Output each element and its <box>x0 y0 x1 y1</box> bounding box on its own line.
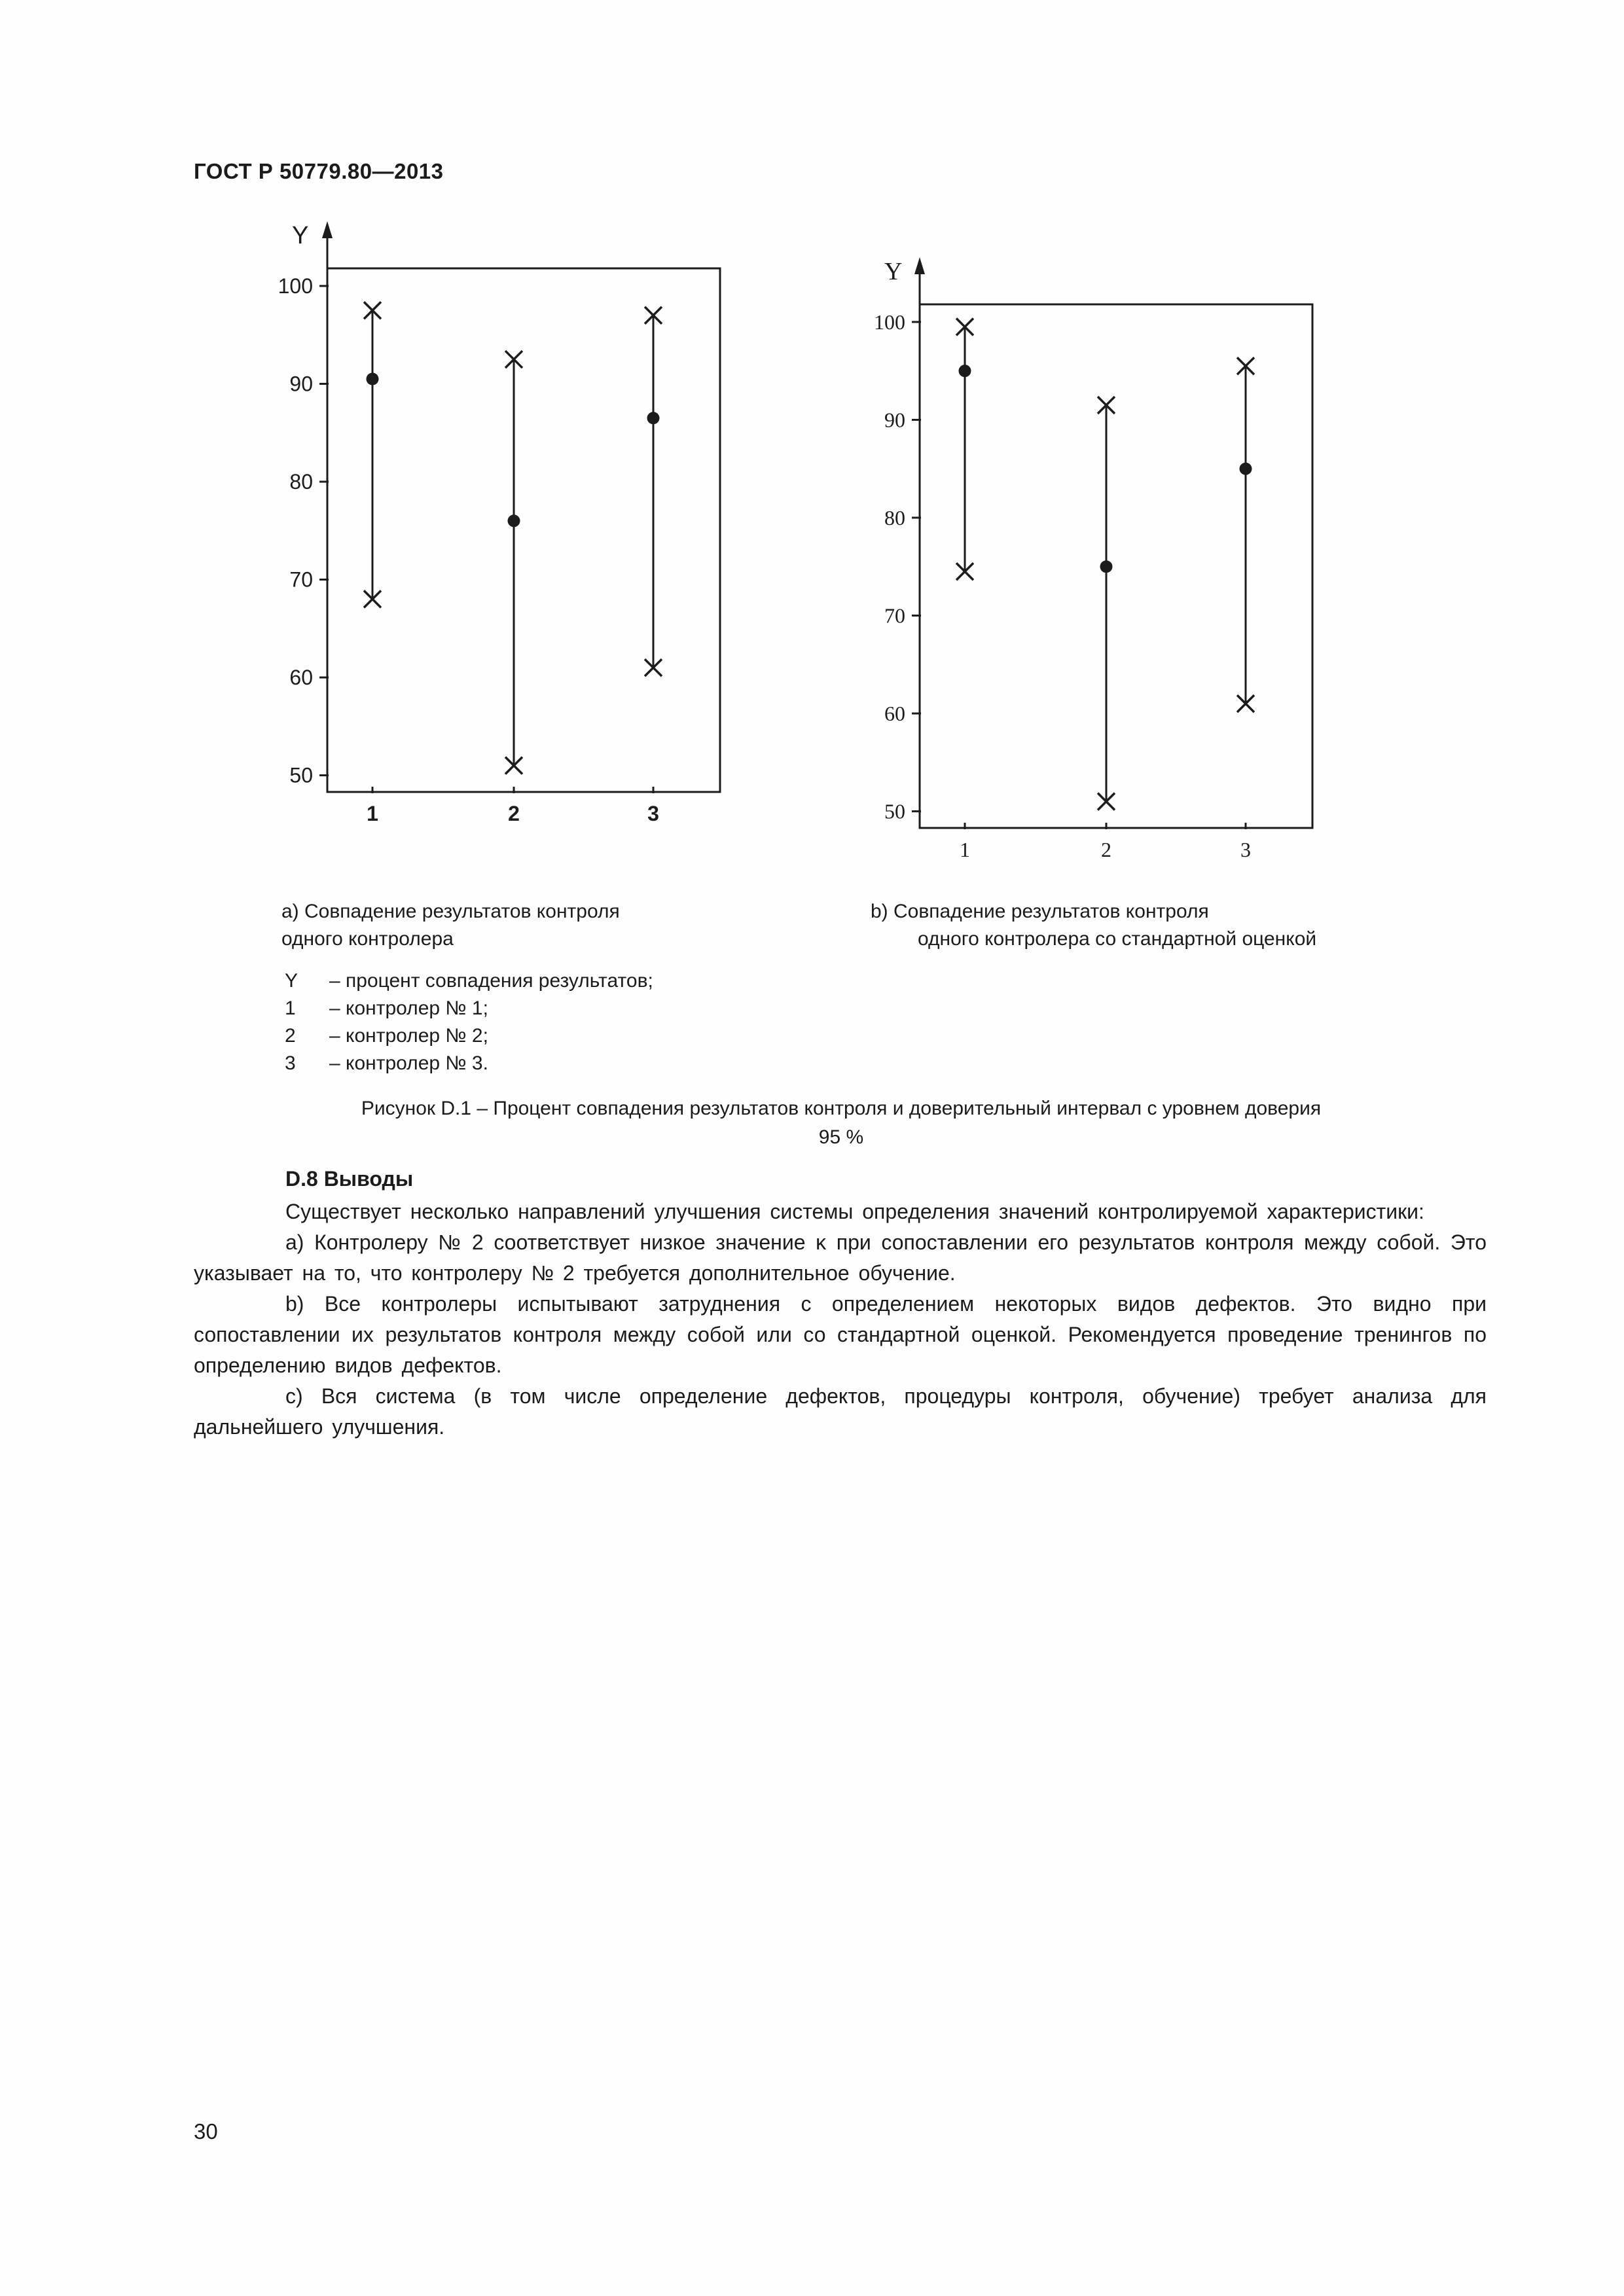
y-axis-arrow <box>914 257 925 274</box>
point-estimate-dot <box>959 365 971 377</box>
y-tick-label: 100 <box>278 274 313 298</box>
legend-row-1 <box>285 995 653 1022</box>
subfigure-captions <box>281 898 1525 953</box>
x-tick-label: 1 <box>960 838 970 861</box>
figure-caption-line2: 95 % <box>818 1126 864 1148</box>
chart-b-reviewer-vs-standard <box>854 252 1326 887</box>
point-estimate-dot <box>367 372 379 385</box>
y-tick-label: 70 <box>289 567 313 592</box>
paragraph-a: a) Контролеру № 2 соответствует низкое значение κ при сопоставлении его результатов контроля между собой. Это указывает на то, что контролеру № 2 требуется дополнительное обучение. <box>194 1230 1487 1285</box>
document-header: ГОСТ Р 50779.80—2013 <box>194 159 444 183</box>
chart-a-reviewer-consistency <box>262 216 733 851</box>
plot-frame <box>327 268 720 792</box>
y-tick-label: 60 <box>884 702 905 726</box>
point-estimate-dot <box>508 514 520 527</box>
figure-charts <box>262 216 1326 887</box>
caption-b-line1: b) Совпадение результатов контроля <box>871 901 1209 922</box>
paragraph-b: b) Все контролеры испытывают затруднения с определением некоторых видов дефектов. Это видно при сопоставлении их результатов контроля между собой или со стандартной оценкой. Рекомендуется проведение тренингов по определению видов дефектов. <box>194 1292 1487 1377</box>
caption-a-line2: одного контролера <box>281 928 454 950</box>
y-tick-label: 50 <box>289 763 313 787</box>
y-tick-label: 70 <box>884 603 905 628</box>
y-tick-label: 60 <box>289 666 313 690</box>
x-tick-label: 1 <box>367 802 378 825</box>
legend-text: – контролер № 3. <box>329 1052 488 1074</box>
figure-caption <box>193 1094 1489 1152</box>
legend-row-y <box>285 967 653 995</box>
legend-text: – процент совпадения результатов; <box>329 970 653 992</box>
caption-b <box>871 898 1316 953</box>
point-estimate-dot <box>647 412 660 424</box>
figure-caption-line1: Рисунок D.1 – Процент совпадения результатов контроля и доверительный интервал с уровнем доверия <box>361 1098 1322 1119</box>
y-tick-label: 90 <box>289 372 313 396</box>
caption-b-line2: одного контролера со стандартной оценкой <box>918 928 1317 950</box>
point-estimate-dot <box>1240 463 1252 475</box>
y-axis-arrow <box>322 221 333 238</box>
y-axis-label: Y <box>884 258 903 285</box>
point-estimate-dot <box>1100 560 1113 573</box>
y-axis-label: Y <box>292 222 309 249</box>
caption-a-line1: a) Совпадение результатов контроля <box>281 901 620 922</box>
page-number: 30 <box>194 2119 218 2144</box>
paragraph-c: c) Вся система (в том числе определение дефектов, процедуры контроля, обучение) требует анализа для дальнейшего улучшения. <box>194 1384 1487 1439</box>
y-tick-label: 100 <box>874 310 905 334</box>
section-d8 <box>194 1164 1487 1443</box>
plot-frame <box>920 304 1312 828</box>
y-tick-label: 80 <box>289 469 313 493</box>
chart-plot-svg <box>262 216 733 848</box>
x-tick-label: 2 <box>508 802 520 825</box>
figure-legend <box>285 967 653 1077</box>
paragraph-intro: Существует несколько направлений улучшения системы определения значений контролируемой характеристики: <box>285 1200 1424 1223</box>
legend-symbol: 3 <box>285 1052 296 1074</box>
legend-symbol: Y <box>285 970 298 992</box>
legend-symbol: 1 <box>285 997 296 1019</box>
y-tick-label: 50 <box>884 799 905 823</box>
legend-row-2 <box>285 1022 653 1050</box>
legend-text: – контролер № 2; <box>329 1025 488 1047</box>
chart-plot-svg <box>854 252 1326 884</box>
legend-symbol: 2 <box>285 1025 296 1047</box>
y-tick-label: 80 <box>884 505 905 529</box>
caption-a <box>281 898 871 953</box>
x-tick-label: 3 <box>647 802 659 825</box>
x-tick-label: 3 <box>1240 838 1251 861</box>
y-tick-label: 90 <box>884 408 905 432</box>
section-heading: D.8 Выводы <box>285 1167 414 1191</box>
legend-text: – контролер № 1; <box>329 997 488 1019</box>
legend-row-3 <box>285 1050 653 1077</box>
x-tick-label: 2 <box>1101 838 1111 861</box>
